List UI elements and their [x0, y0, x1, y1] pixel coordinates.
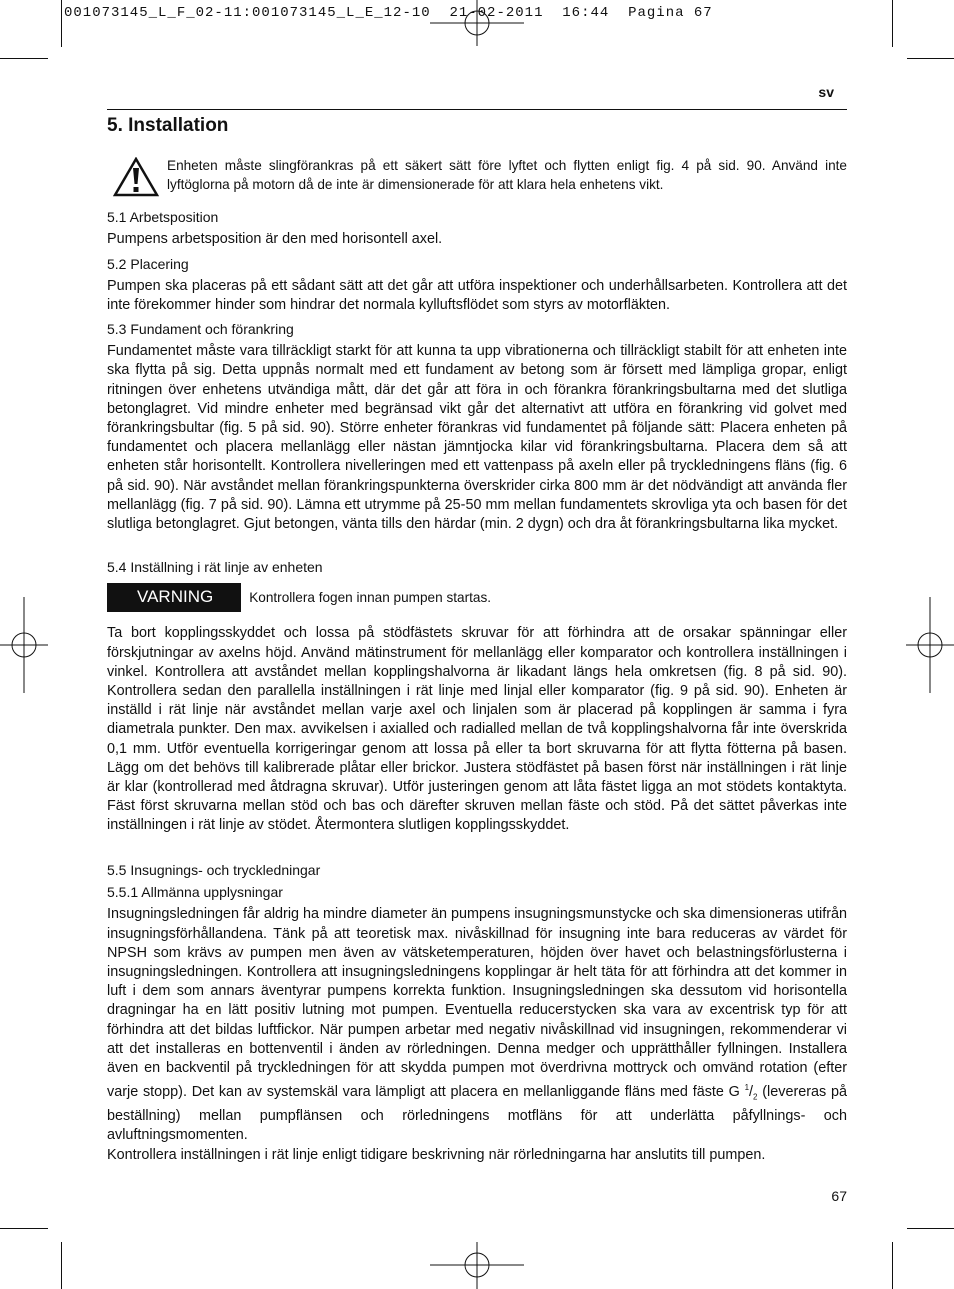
lifting-warning-text: Enheten måste slingförankras på ett säkert sätt före lyftet och flytten enligt fig. 4 på sid. 90. Använd inte lyftöglorna på motorn då de inte är dimensionerade för att klara hela enhetens vikt.: [167, 158, 847, 192]
paragraph-5-5-1-part-a: Insugningsledningen får aldrig ha mindre diameter än pumpens insugningsmunstycke och ska dimensioneras utifrån insugningsförhållandena. Tänk på att teoretisk max. nivåskillnad för insugning inte bara reduceras av värdet för NPSH som krävs av pumpen men även av vätsketemperaturen, höjden över havet och belastningsförlusterna i insugningsledningen. Kontrollera att insugningsledningens kopplingar är helt täta för att förhindra att det kommer in luft i dem som annars äventyrar pumpens korrekta funktion. Insugningsledningen ska dessutom vid horisontella dragningar ha en lätt positiv lutning mot pumpen. Eventuella reducerstycken ska vara av excentrisk typ för att förhindra att det bildas luftfickor. När pumpen arbetar med negativ nivåskillnad vid insugningen, rekommenderar vi att det installeras en bottenventil i änden av rörledningen. Denna medger och upprätthåller fyllningen. Installera även en backventil på tryckledningen för att skydda pumpen mot överdrivna mottryck och omvänd rotation (efter varje stopp). Det kan av systemskäl vara lämpligt att placera en mellanliggande fläns med fäste G: [107, 906, 847, 1101]
crop-mark: [892, 0, 893, 47]
heading-5-1: 5.1 Arbetsposition: [107, 209, 219, 225]
print-header: 001073145_L_F_02-11:001073145_L_E_12-10 21-02-2011 16:44 Pagina 67: [64, 5, 713, 21]
fraction-numerator: 1: [744, 1083, 750, 1093]
page-number: 67: [831, 1188, 847, 1204]
language-tag: sv: [818, 84, 834, 100]
heading-5-3: 5.3 Fundament och förankring: [107, 321, 294, 337]
heading-5-4: 5.4 Inställning i rät linje av enheten: [107, 559, 323, 575]
varning-row: [107, 583, 847, 612]
section-5-4: [107, 558, 847, 836]
section-5-2: [107, 255, 847, 316]
crop-mark: [61, 1242, 62, 1289]
header-rule: [107, 109, 847, 110]
paragraph-5-5-1-final: Kontrollera inställningen i rät linje enligt tidigare beskrivning när rörledningarna har anslutits till pumpen.: [107, 1146, 766, 1163]
varning-text: Kontrollera fogen innan pumpen startas.: [249, 590, 492, 606]
paragraph-5-2: Pumpen ska placeras på ett sådant sätt att det går att utföra inspektioner och underhållsarbeten. Kontrollera att det inte förekommer hinder som hindrar det normala kylluftsflödet som styrs av motorfläkten.: [107, 278, 847, 314]
section-5-5: [107, 861, 847, 1165]
paragraph-5-1: Pumpens arbetsposition är den med horisontell axel.: [107, 231, 443, 248]
heading-5-5: 5.5 Insugnings- och tryckledningar: [107, 862, 321, 878]
paragraph-5-4: Ta bort kopplingsskyddet och lossa på stödfästets skruvar för att förhindra att de orsakar spänningar eller förskjutningar av axelns höjd. Använd mätinstrument för mellanlägg eller komparator och kontrollera inställningen i vinkel. Kontrollera att avståndet mellan kopplingshalvorna är likadant längs hela omkretsen (fig. 8 på sid. 90). Kontrollera sedan den parallella inställningen i rät linje med linjal eller komparator (fig. 9 på sid. 90). Enheten är inställd i rät linje när avståndet mellan varje axel och linjalen som är placerad på kopplingen är samma i fyra diametrala punkter. Den max. avvikelsen i axialled och radialled mellan de två kopplingshalvorna får inte överskrida 0,1 mm. Utför eventuella korrigeringar genom att lossa på eller ta bort skruvarna för att flytta fötterna på basen. Lägg om det behövs till kalibrerade plåtar eller brickor. Justera stödfästet på basen först när inställningen i rät linje är klar (kontrollerad med åtdragna skruvar). Utför justeringen genom att låta fästet ligga an mot stödets kontaktyta. Fäst först skruvarna mellan stöd och bas och därefter skruven mellan fäste och stöd. På det sättet påverkas inte inställningen i rät linje av stödet. Återmontera slutligen kopplingsskyddet.: [107, 625, 847, 834]
heading-5-5-1: 5.5.1 Allmänna upplysningar: [107, 884, 283, 901]
registration-mark-right: [906, 597, 954, 693]
fraction-denominator: 2: [753, 1092, 758, 1102]
crop-mark: [892, 1242, 893, 1289]
paragraph-5-5-1-part-b: (levereras på beställning) mellan pumpflänsen och rörledningens motfläns för att underlätta påfyllnings- och avluftningsmomenten.: [107, 1084, 847, 1144]
crop-mark: [0, 58, 48, 59]
warning-triangle-icon: [113, 157, 159, 197]
section-5-3: [107, 320, 847, 534]
heading-5-2: 5.2 Placering: [107, 256, 189, 272]
registration-mark-bottom: [430, 1242, 524, 1289]
paragraph-5-3: Fundamentet måste vara tillräckligt starkt för att kunna ta upp vibrationerna och tillräckligt stabilt för att enheten inte ska flytta på sig. Detta uppnås normalt med ett fundament av betong som är försett med lämpliga gropar, enligt ritningen över enhetens utvändiga mått, där det går att föra in och förankra förankringsbultarna med det slutliga betonglagret. Vid mindre enheter med begränsad vikt går det alternativt att utföra en förankring vid golvet med förankringsbultar (fig. 5 på sid. 90). Större enheter förankras vid fundamentet på följande sätt: Placera enheten på fundamentet och placera mellanlägg eller nästan jämntjocka kilar vid förankringsbultarna. Placera dem så att enheten står horisontellt. Kontrollera nivelleringen med ett vattenpass på axeln eller på tryckledningens fläns (fig. 6 på sid. 90). När avståndet mellan förankringspunkterna överskrider cirka 800 mm är det nödvändigt att använda fler mellanlägg (fig. 7 på sid. 90). Lämna ett utrymme på 25-50 mm mellan fundamentets skrovliga yta och basen för det slutliga betonglagret. Gjut betongen, vänta tills den härdar (min. 2 dygn) och dra åt förankringsbultarna lika mycket.: [107, 343, 847, 533]
crop-mark: [907, 58, 954, 59]
registration-mark-left: [0, 597, 48, 693]
crop-mark: [907, 1228, 954, 1229]
section-title: 5. Installation: [107, 115, 229, 136]
varning-label: VARNING: [107, 583, 241, 612]
paragraph-5-5-1: Insugningsledningen får aldrig ha mindre diameter än pumpens insugningsmunstycke och ska dimensioneras utifrån insugningsförhållandena. Tänk på att teoretisk max. nivåskillnad för insugning inte bara reduceras av värdet för NPSH som krävs av pumpen men även av vätsketemperaturen, höjden över havet och belastningsförlusterna i insugningsledningen. Kontrollera att insugningsledningens kopplingar är helt täta för att förhindra att det kommer in luft i dem som annars äventyrar pumpens korrekta funktion. Insugningsledningen ska dessutom vid horisontella dragningar ha en lätt positiv lutning mot pumpen. Eventuella reducerstycken ska vara av excentrisk typ för att förhindra att det bildas luftfickor. När pumpen arbetar med negativ nivåskillnad vid insugningen, rekommenderar vi att det installeras en bottenventil i änden av rörledningen. Denna medger och upprätthåller fyllningen. Installera även en backventil på tryckledningen för att skydda pumpen mot överdrivna mottryck och omvänd rotation (efter varje stopp). Det kan av systemskäl vara lämpligt att placera en mellanliggande fläns med fäste G $^1/_2$ (levereras på beställning) mellan pumpflänsen och rörledningens motfläns för att underlätta påfyllnings- och avluftningsmomenten.: [107, 906, 847, 1144]
section-5-1: [107, 208, 847, 249]
crop-mark: [61, 0, 62, 47]
crop-mark: [0, 1228, 48, 1229]
